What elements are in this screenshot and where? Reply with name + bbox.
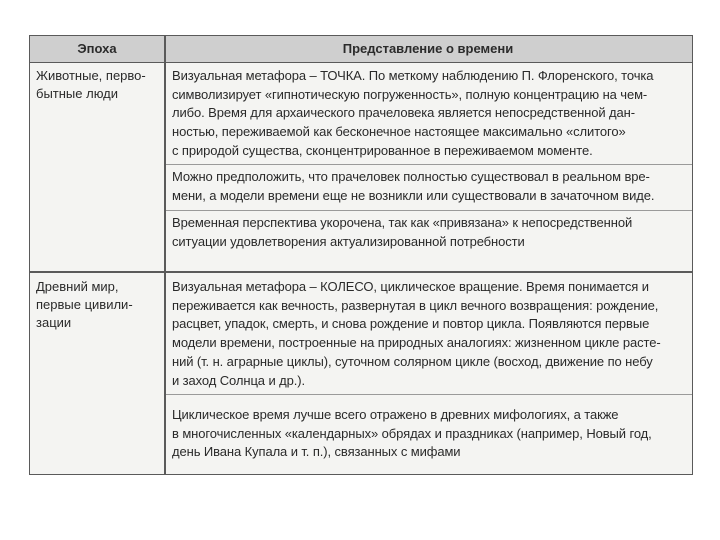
row-2-paragraph-2 [172,406,690,462]
text-line: Циклическое время лучше всего отражено в древних мифологиях, а также [172,407,619,422]
header-era: Эпоха [77,41,117,56]
text-line: день Ивана Купала и т. п.), связанных с мифами [172,444,461,460]
era-time-table [29,35,693,475]
row-1-paragraph-2 [172,168,690,205]
row-divider [30,271,692,273]
row-2-era [36,278,160,332]
column-divider [164,36,166,474]
text-line: либо. Время для архаического прачеловека является непосредственной дан- [172,105,635,121]
row-1-paragraph-1 [172,67,690,161]
row-1-paragraph-3 [172,214,690,251]
paragraph-divider [166,394,692,395]
text-line: мени, а модели времени еще не возникли или существовали в зачаточном виде. [172,187,655,203]
text-line: Можно предположить, что прачеловек полностью существовал в реальном вре- [172,169,650,184]
row-1-era-line: бытные люди [36,86,119,101]
row-1-era [36,67,160,103]
text-line: модели времени, построенные на природных аналогиях: жизненном цикле расте- [172,335,661,351]
text-line: и заход Солнца и др.). [172,372,305,388]
row-2-paragraph-1 [172,278,690,390]
row-2-era-line: зации [36,315,72,330]
text-line: ситуации удовлетворения актуализированной потребности [172,233,525,249]
text-line: Визуальная метафора – ТОЧКА. По меткому наблюдению П. Флоренского, точка [172,68,654,83]
text-line: символизирует «гипнотическую погруженность», полную концентрацию на чем- [172,86,648,102]
text-line: Визуальная метафора – КОЛЕСО, циклическое вращение. Время понимается и [172,279,649,294]
row-1-era-line: Животные, перво- [36,68,146,83]
row-2-era-line: Древний мир, [36,279,119,294]
text-line: Временная перспектива укорочена, так как «привязана» к непосредственной [172,215,633,230]
text-line: ний (т. н. аграрные циклы), суточном солярном цикле (восход, движение по небу [172,353,653,369]
table-header [30,36,692,63]
text-line: с природой существа, сконцентрированное в переживаемом моменте. [172,142,593,158]
paragraph-divider [166,210,692,211]
text-line: ностью, переживаемой как бесконечное настоящее максимально «слитого» [172,124,626,140]
text-line: в многочисленных «календарных» обрядах и праздниках (например, Новый год, [172,425,652,441]
paragraph-divider [166,164,692,165]
row-2-era-line: первые цивили- [36,297,133,312]
text-line: переживается как вечность, развернутая в цикл вечного возвращения: рождение, [172,297,659,313]
text-line: расцвет, упадок, смерть, и снова рождение и повтор цикла. Появляются первые [172,316,650,332]
header-representation: Представление о времени [342,41,514,56]
